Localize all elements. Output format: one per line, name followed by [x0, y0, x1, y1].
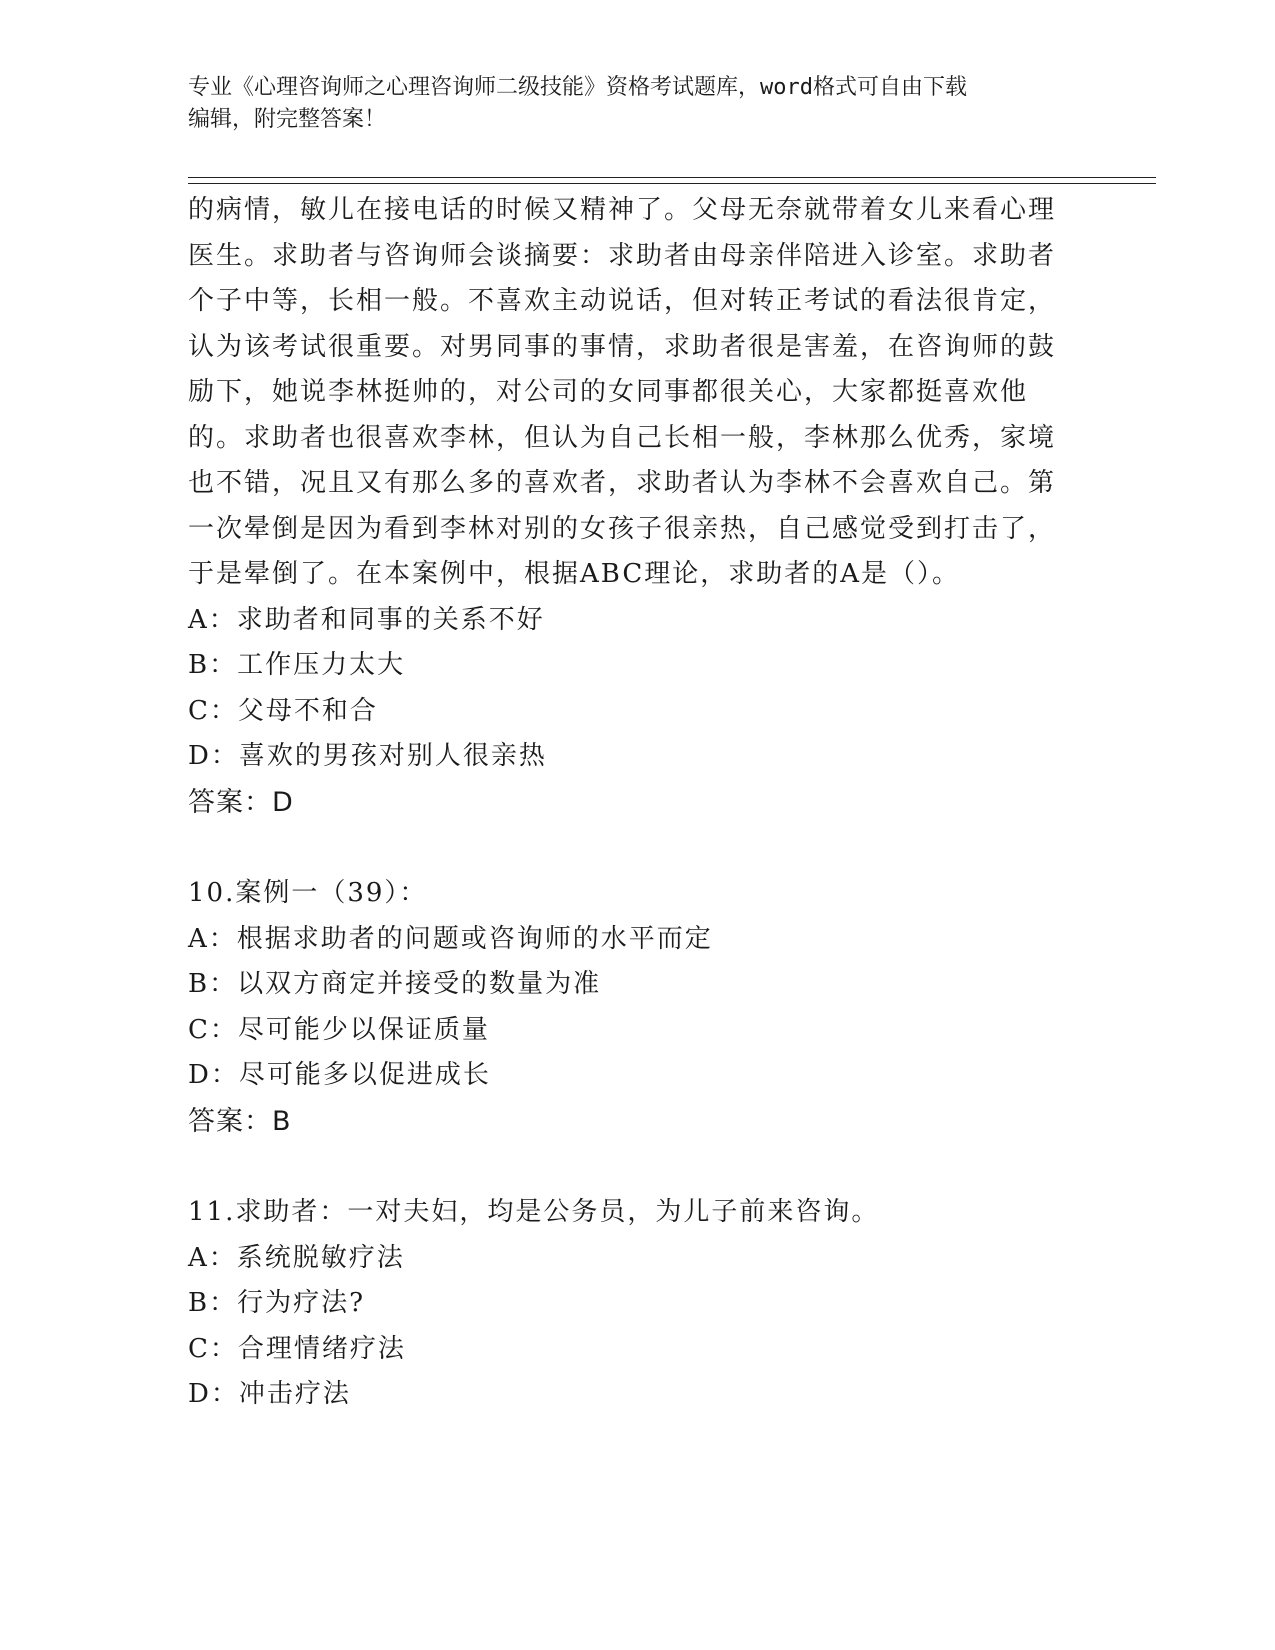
option-b: B：行为疗法?: [188, 1288, 366, 1318]
option-d: D：尽可能多以促进成长: [188, 1060, 491, 1090]
header-rule-bottom: [188, 183, 1156, 184]
option-d: D：喜欢的男孩对别人很亲热: [188, 741, 547, 771]
option-a: A：根据求助者的问题或咨询师的水平而定: [188, 923, 713, 954]
main-content: [188, 188, 1068, 1418]
question-9: [188, 188, 1068, 825]
spacer: [188, 825, 1068, 871]
question-stem: 的病情，敏儿在接电话的时候又精神了。父母无奈就带着女儿来看心理医生。求助者与咨询师会谈摘要：求助者由母亲伴陪进入诊室。求助者个子中等，长相一般。不喜欢主动说话，但对转正考试的看法很肯定，认为该考试很重要。对男同事的事情，求助者很是害羞，在咨询师的鼓励下，她说李林挺帅的，对公司的女同事都很关心，大家都挺喜欢他的。求助者也很喜欢李林，但认为自己长相一般，李林那么优秀，家境也不错，况且又有那么多的喜欢者，求助者认为李林不会喜欢自己。第一次晕倒是因为看到李林对别的女孩子很亲热，自己感觉受到打击了，于是晕倒了。在本案例中，根据ABC理论，求助者的A是（）。: [188, 195, 1057, 589]
option-b: B：工作压力太大: [188, 650, 406, 680]
header-rule-top: [188, 177, 1156, 178]
question-10: [188, 871, 1068, 1144]
spacer: [188, 1144, 1068, 1190]
header-line-1: 专业《心理咨询师之心理咨询师二级技能》资格考试题库，word格式可自由下载: [188, 75, 967, 100]
question-11: [188, 1190, 1068, 1418]
option-b: B：以双方商定并接受的数量为准: [188, 969, 602, 999]
page-header: [188, 72, 1068, 136]
question-title: 11.求助者：一对夫妇，均是公务员，为儿子前来咨询。: [188, 1197, 880, 1227]
option-c: C：父母不和合: [188, 695, 378, 726]
option-c: C：合理情绪疗法: [188, 1333, 406, 1364]
option-a: A：系统脱敏疗法: [188, 1242, 405, 1273]
option-d: D：冲击疗法: [188, 1379, 351, 1409]
option-a: A：求助者和同事的关系不好: [188, 604, 545, 635]
header-line-2: 编辑，附完整答案！: [188, 107, 387, 132]
option-c: C：尽可能少以保证质量: [188, 1014, 490, 1045]
answer-line: 答案：B: [188, 1105, 292, 1137]
question-title: 10.案例一（39）：: [188, 878, 428, 908]
answer-line: 答案：D: [188, 786, 294, 818]
